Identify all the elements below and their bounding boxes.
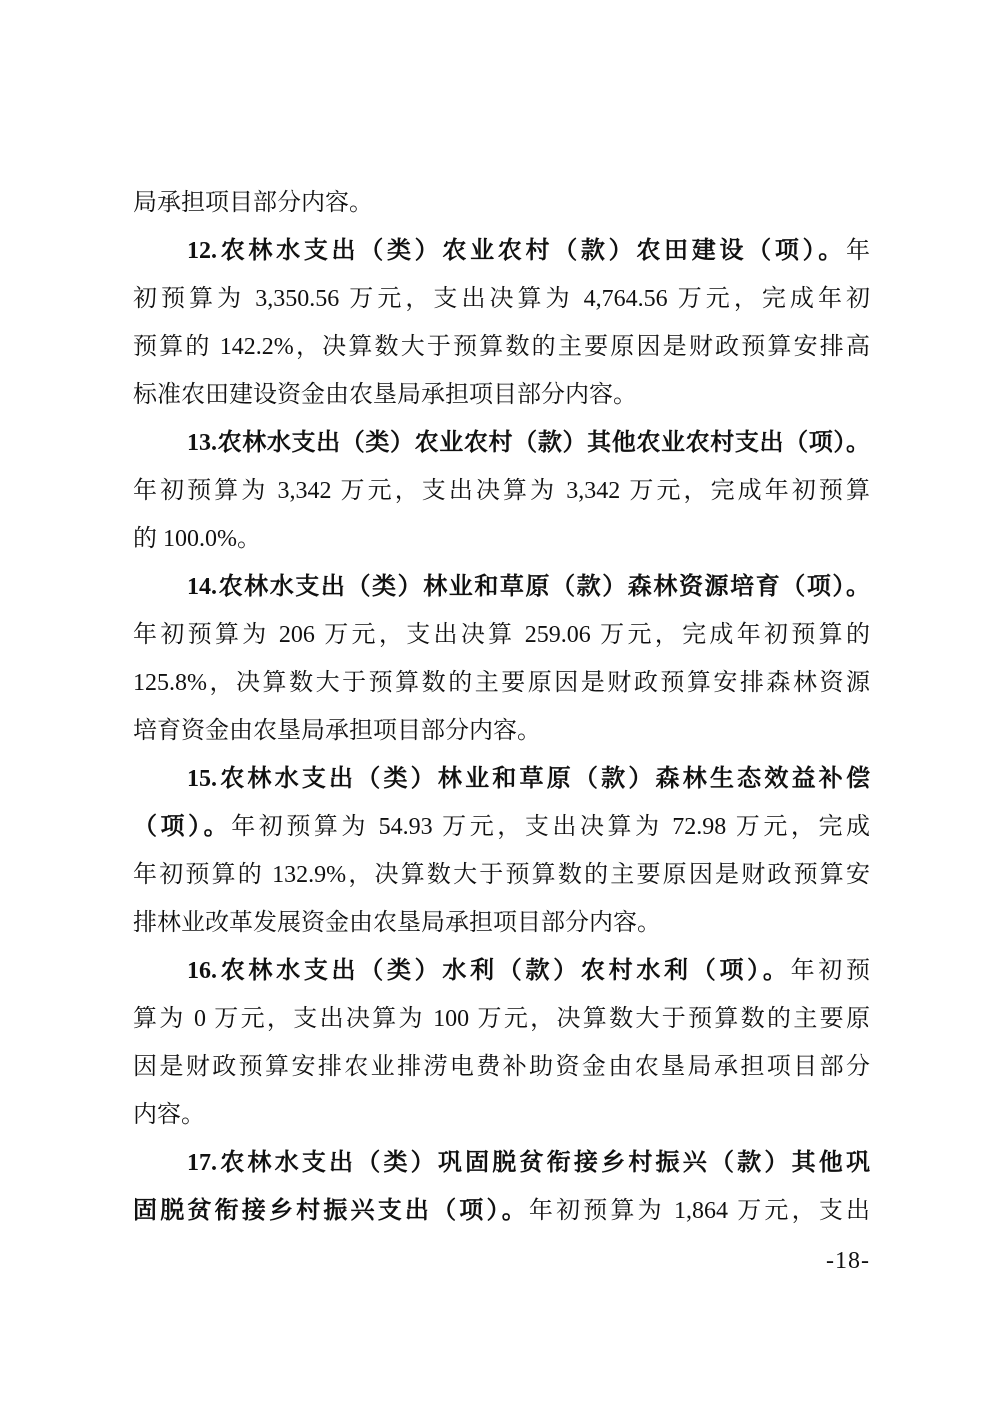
text-line — [133, 611, 870, 659]
body-text: 的 100.0%。 — [133, 526, 261, 552]
text-line — [133, 1091, 870, 1139]
text-line — [133, 899, 870, 947]
heading-text: 12.农林水支出（类）农业农村（款）农田建设（项）。 — [187, 238, 846, 264]
body-text: 预算的 142.2%，决算数大于预算数的主要原因是财政预算安排高 — [133, 334, 870, 360]
body-text: 年初预算的 132.9%，决算数大于预算数的主要原因是财政预算安 — [133, 862, 870, 888]
text-line — [133, 1043, 870, 1091]
body-text: 初预算为 3,350.56 万元，支出决算为 4,764.56 万元，完成年初 — [133, 286, 870, 312]
heading-text: （项）。 — [133, 814, 232, 840]
text-line — [133, 851, 870, 899]
heading-text: 13.农林水支出（类）农业农村（款）其他农业农村支出（项）。 — [187, 430, 870, 456]
body-text: 年初预 — [790, 958, 870, 984]
heading-text: 17.农林水支出（类）巩固脱贫衔接乡村振兴（款）其他巩 — [187, 1150, 870, 1176]
text-block — [133, 179, 870, 1235]
body-text: 培育资金由农垦局承担项目部分内容。 — [133, 718, 541, 744]
body-text: 125.8%，决算数大于预算数的主要原因是财政预算安排森林资源 — [133, 670, 870, 696]
text-line — [133, 659, 870, 707]
text-line — [133, 179, 870, 227]
body-text: 标准农田建设资金由农垦局承担项目部分内容。 — [133, 382, 637, 408]
text-line — [133, 707, 870, 755]
heading-text: 15.农林水支出（类）林业和草原（款）森林生态效益补偿 — [187, 766, 870, 792]
heading-text: 14.农林水支出（类）林业和草原（款）森林资源培育（项）。 — [187, 574, 870, 600]
text-line — [133, 803, 870, 851]
body-text: 年初预算为 54.93 万元，支出决算为 72.98 万元，完成 — [231, 814, 870, 840]
text-line — [133, 419, 870, 467]
page-number: -18- — [826, 1248, 870, 1274]
body-text: 年初预算为 206 万元，支出决算 259.06 万元，完成年初预算的 — [133, 622, 870, 648]
text-line — [133, 227, 870, 275]
body-text: 算为 0 万元，支出决算为 100 万元，决算数大于预算数的主要原 — [133, 1006, 870, 1032]
body-text: 年初预算为 1,864 万元，支出 — [528, 1198, 870, 1224]
body-text: 年初预算为 3,342 万元，支出决算为 3,342 万元，完成年初预算 — [133, 478, 870, 504]
text-line — [133, 1187, 870, 1235]
body-text: 内容。 — [133, 1102, 205, 1128]
text-line — [133, 563, 870, 611]
text-line — [133, 467, 870, 515]
text-line — [133, 275, 870, 323]
text-line — [133, 755, 870, 803]
body-text: 排林业改革发展资金由农垦局承担项目部分内容。 — [133, 910, 661, 936]
heading-text: 16.农林水支出（类）水利（款）农村水利（项）。 — [187, 958, 791, 984]
text-line — [133, 1139, 870, 1187]
text-line — [133, 371, 870, 419]
body-text: 局承担项目部分内容。 — [133, 190, 373, 216]
text-line — [133, 323, 870, 371]
text-line — [133, 947, 870, 995]
text-line — [133, 995, 870, 1043]
body-text: 年 — [846, 238, 870, 264]
heading-text: 固脱贫衔接乡村振兴支出（项）。 — [133, 1198, 529, 1224]
text-line — [133, 515, 870, 563]
body-text: 因是财政预算安排农业排涝电费补助资金由农垦局承担项目部分 — [133, 1054, 870, 1080]
